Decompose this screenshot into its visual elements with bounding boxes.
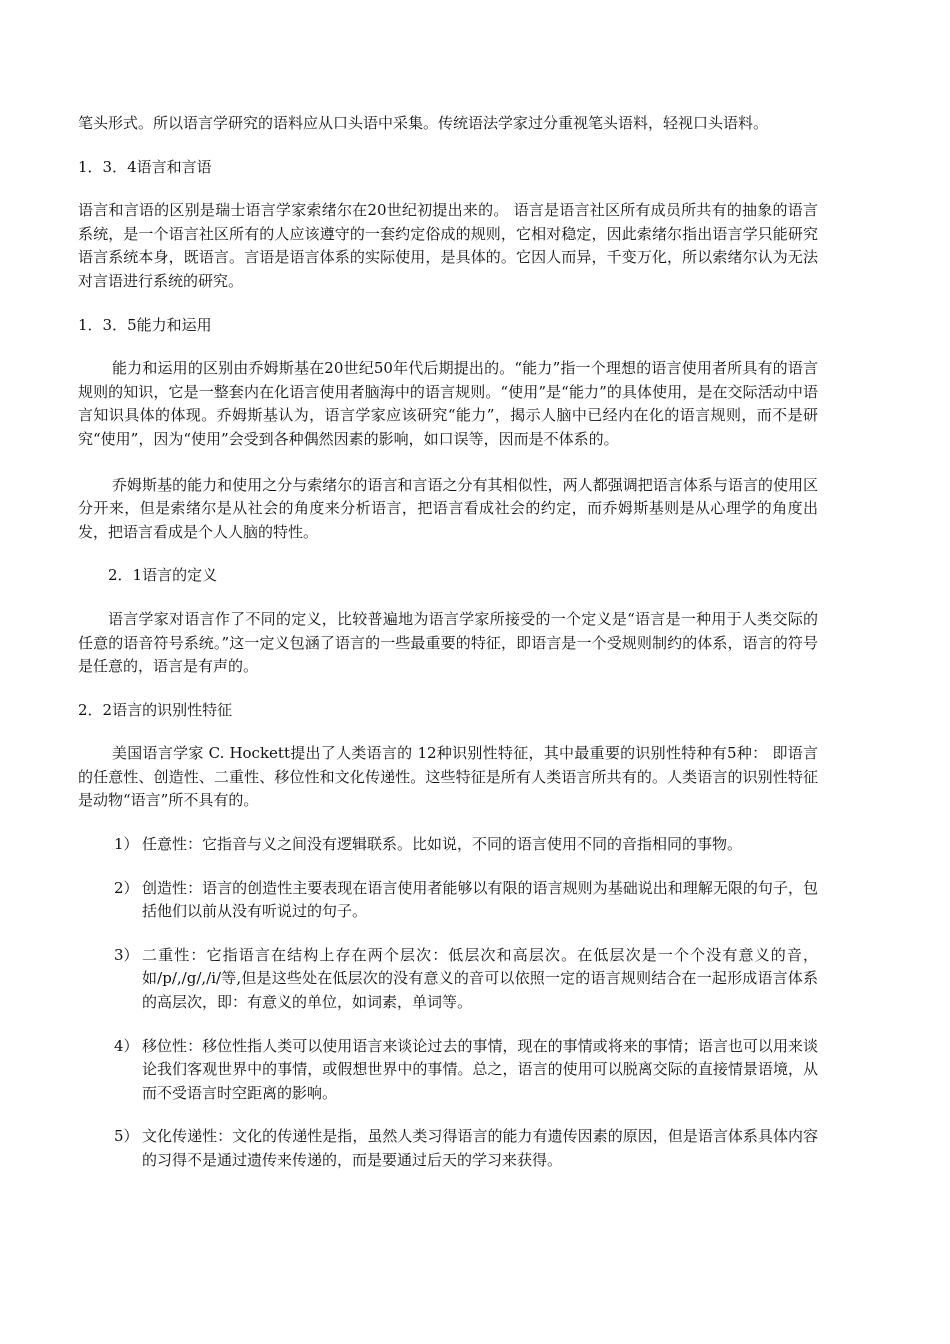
- list-item-number: 2）: [114, 878, 139, 897]
- list-item: [78, 833, 818, 857]
- heading-2-1: 2．1语言的定义: [108, 566, 218, 585]
- list-item-text: 移位性：移位性指人类可以使用语言来谈论过去的事情，现在的事情或将来的事情；语言也可以用来谈论我们客观世界中的事情，或假想世界中的事情。总之，语言的使用可以脱离交际的直接情景语境，从而不受语言时空距离的影响。: [142, 1036, 818, 1102]
- list-item-text: 二重性：它指语言在结构上存在两个层次：低层次和高层次。在低层次是一个个没有意义的音，如/p/,/g/,/i/等,但是这些处在低层次的没有意义的音可以依照一定的语言规则结合在一起形成语言体系的高层次，即：有意义的单位，如词素，单词等。: [142, 945, 818, 1012]
- list-item-text: 任意性：它指音与义之间没有逻辑联系。比如说，不同的语言使用不同的音指相同的事物。: [142, 835, 743, 854]
- paragraph-2-2: 美国语言学家 C. Hockett提出了人类语言的 12种识别性特征，其中最重要的识别性特种有5种： 即语言的任意性、创造性、二重性、移位性和文化传递性。这些特征是所有人类语言所共有的。人类语言的识别性特征是动物“语言”所不具有的。: [78, 744, 818, 810]
- document-page: [78, 112, 818, 1173]
- list-item: [78, 944, 818, 1015]
- heading-1-3-4: 1．3．4语言和言语: [78, 157, 212, 176]
- paragraph-2-1: 语言学家对语言作了不同的定义，比较普遍地为语言学家所接受的一个定义是“语言是一种用于人类交际的任意的语音符号系统。”这一定义包涵了语言的一些最重要的特征，即语言是一个受规则制约的体系，语言的符号是任意的，语言是有声的。: [78, 609, 818, 676]
- list-item-number: 4）: [114, 1036, 139, 1055]
- list-item-text: 文化传递性：文化的传递性是指，虽然人类习得语言的能力有遗传因素的原因，但是语言体系具体内容的习得不是通过遗传来传递的，而是要通过后天的学习来获得。: [142, 1127, 818, 1169]
- paragraph-intro: 笔头形式。所以语言学研究的语料应从口头语中采集。传统语法学家过分重视笔头语料，轻视口头语料。: [78, 114, 769, 132]
- heading-1-3-5: 1．3．5能力和运用: [78, 315, 212, 334]
- list-item-number: 1）: [114, 835, 139, 854]
- list-item: [78, 1125, 818, 1172]
- list-item: [78, 877, 818, 924]
- paragraph-1-3-4: 语言和言语的区别是瑞士语言学家索绪尔在20世纪初提出来的。 语言是语言社区所有成员所共有的抽象的语言系统，是一个语言社区所有的人应该遵守的一套约定俗成的规则，它相对稳定，因此索绪尔指出语言学只能研究语言系统本身，既语言。言语是语言体系的实际使用，是具体的。它因人而异，千变万化，所以索绪尔认为无法对言语进行系统的研究。: [78, 201, 818, 290]
- list-item-number: 3）: [114, 945, 139, 964]
- paragraph-1-3-5-b: 乔姆斯基的能力和使用之分与索绪尔的语言和言语之分有其相似性，两人都强调把语言体系与语言的使用区分开来，但是索绪尔是从社会的角度来分析语言，把语言看成社会的约定，而乔姆斯基则是从心理学的角度出发，把语言看成是个人人脑的特性。: [78, 475, 818, 541]
- list-item: [78, 1035, 818, 1106]
- list-item-number: 5）: [114, 1127, 139, 1146]
- list-item-text: 创造性：语言的创造性主要表现在语言使用者能够以有限的语言规则为基础说出和理解无限的句子，包括他们以前从没有听说过的句子。: [142, 878, 818, 921]
- paragraph-1-3-5-a: 能力和运用的区别由乔姆斯基在20世纪50年代后期提出的。“能力”指一个理想的语言使用者所具有的语言规则的知识，它是一整套内在化语言使用者脑海中的语言规则。“使用”是“能力”的具体使用，是在交际活动中语言知识具体的体现。乔姆斯基认为，语言学家应该研究“能力”，揭示人脑中已经内在化的语言规则，而不是研究“使用”，因为“使用”会受到各种偶然因素的影响，如口误等，因而是不体系的。: [78, 359, 818, 448]
- heading-2-2: 2．2语言的识别性特征: [78, 700, 233, 719]
